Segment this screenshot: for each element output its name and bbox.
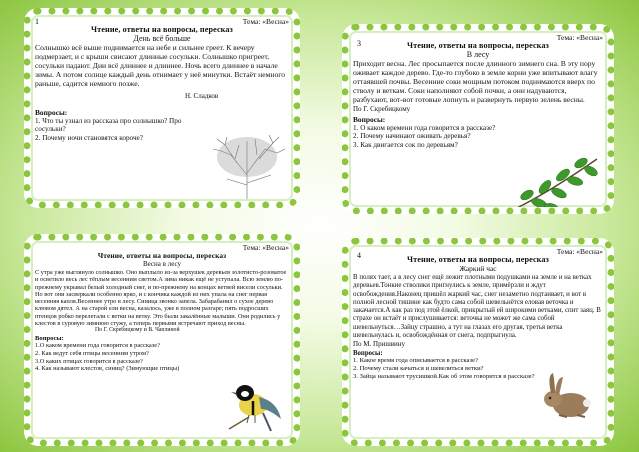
question-item: 3. Зайца называют трусишкой.Как об этом говорится в рассказе? <box>353 373 535 381</box>
card-title: Чтение, ответы на вопросы, пересказ <box>407 41 549 50</box>
question-item: 1. О каком времени года говорится в рассказе? <box>353 123 496 132</box>
card-number: 4 <box>357 251 361 260</box>
card-theme: Тема: «Весна» <box>556 33 603 42</box>
card-2 <box>24 234 300 446</box>
card-title: Чтение, ответы на вопросы, пересказ <box>407 255 549 264</box>
question-item: 3. Как двигается сок по деревьям? <box>353 141 458 150</box>
question-item: 2. Почему начинают оживать деревья? <box>353 132 471 141</box>
question-item: 1. Какое время года описывается в рассказе? <box>353 357 478 365</box>
green-branch-illustration <box>511 151 601 213</box>
questions-header: Вопросы: <box>353 350 383 358</box>
story-title: Весна в лесу <box>142 260 181 268</box>
card-4 <box>342 238 614 446</box>
card-theme: Тема: «Весна» <box>242 243 289 252</box>
card-1 <box>24 8 300 208</box>
bare-tree-illustration <box>207 135 287 199</box>
questions-header: Вопросы: <box>35 107 68 117</box>
question-item: 3.О каких птицах говорится в рассказе? <box>35 357 143 365</box>
card-number: 3 <box>357 39 361 48</box>
card-theme: Тема: «Весна» <box>242 17 289 26</box>
question-item: 1. Что ты узнал из рассказа про солнышко? Про сосульки? <box>35 116 182 134</box>
card-title: Чтение, ответы на вопросы, пересказ <box>91 25 233 34</box>
story-text: Солнышко всё выше поднимается на небе и сильнее греет. К вечеру подмерзает, и с крыши свисают длинные сосульки. Солнышко пригреет, сосульки падают. Дни всё длиннее и длиннее. Ночь всего длиннее в начале зимы. А потом солнце каждый день отнимает у неё минутки. Встаёт немного раньше, садится немного позже. <box>35 43 285 88</box>
hare-illustration <box>537 371 597 421</box>
questions-header: Вопросы: <box>353 114 386 124</box>
story-title: В лесу <box>466 50 490 59</box>
story-text: В полях тает, а в лесу снег ещё лежит плотными подушками на земле и на ветках деревьев.Тонкие стволики пригнулись к земле, примёрзли и ждут освобождения.Наконец пришёл жаркий час, снег незаметно подтаивает, и вот в полной лесной тишине как будто сама собой шевельнётся еловая веточка и закачается.А как раз под этой ёлкой, прикрытый ей широкими ветками, спит заяц. В страхе он встаёт и прислушивается: веточка не может же сама собой шевельнуться…Зайцу страшно, а тут на глазах его другая, третья ветка шевельнулась и, освобождённая от снега, подпрыгнула. <box>353 274 601 339</box>
card-number: 1 <box>35 17 39 26</box>
question-item: 2. Почему ночи становятся короче? <box>35 134 143 143</box>
question-item: 1.О каком времени года говорится в рассказе? <box>35 342 160 350</box>
story-author: По Г. Скребицкому <box>353 104 411 113</box>
story-text: Приходит весна. Лес просыпается после длинного зимнего сна. В эту пору оживает каждое дерево. Где-то глубоко в земле корни уже впитывают влагу оттаявшей почвы. Весенние соки мощным потоком поднимаются вверх по стволу и веткам. Соки наполняют собой почки, а они надуваются, разбухают, вот-вот готовые лопнуть и развернуть первую зелень весны. <box>353 59 598 104</box>
question-item: 2. Как ведут себя птицы весенним утром? <box>35 350 149 358</box>
card-title: Чтение, ответы на вопросы, пересказ <box>97 251 227 260</box>
questions-header: Вопросы: <box>35 335 64 343</box>
story-author: По М. Пришвину <box>353 340 406 349</box>
titmouse-bird-illustration <box>219 379 285 435</box>
story-author: По Г. Скребицкому и В. Чаплиной <box>95 327 180 334</box>
story-title: День всё больше <box>133 34 191 43</box>
story-text: С утра уже выглянуло солнышко. Оно выплыло из-за верхушек деревьев золотисто-розоватое и осветило весь лес тёплым весенним светом.А зима никак ещё не уступала. Всю землю по-прежнему укрывал белый холодный снег, и по-прежнему на концах ветвей висели сосульки. Но вот они засверкали особенно ярко, и с кончика каждой из них упала на снег первая весенняя капля.Весеннее утро в лесу. Синица звонко запела. Забарабанил о сухое дерево клювом дятел. А на старой ели весна, казалось, уже в полном разгаре; пять подросших птенцов робко перелетали с ветки на ветку. Это были закалённые малыши. Они родились у клестов в суровую зимнюю стужу, а теперь первыми встречают приход весны. <box>35 269 287 328</box>
question-item: 2. Почему стали качаться и шевелиться ветки? <box>353 365 484 373</box>
story-author: Н. Сладков <box>185 91 219 100</box>
question-item: 4. Как называют клестов, синиц? (Зимующие птицы) <box>35 365 180 373</box>
card-theme: Тема: «Весна» <box>556 247 603 256</box>
card-3 <box>342 24 614 214</box>
story-title: Жаркий час <box>459 264 497 273</box>
